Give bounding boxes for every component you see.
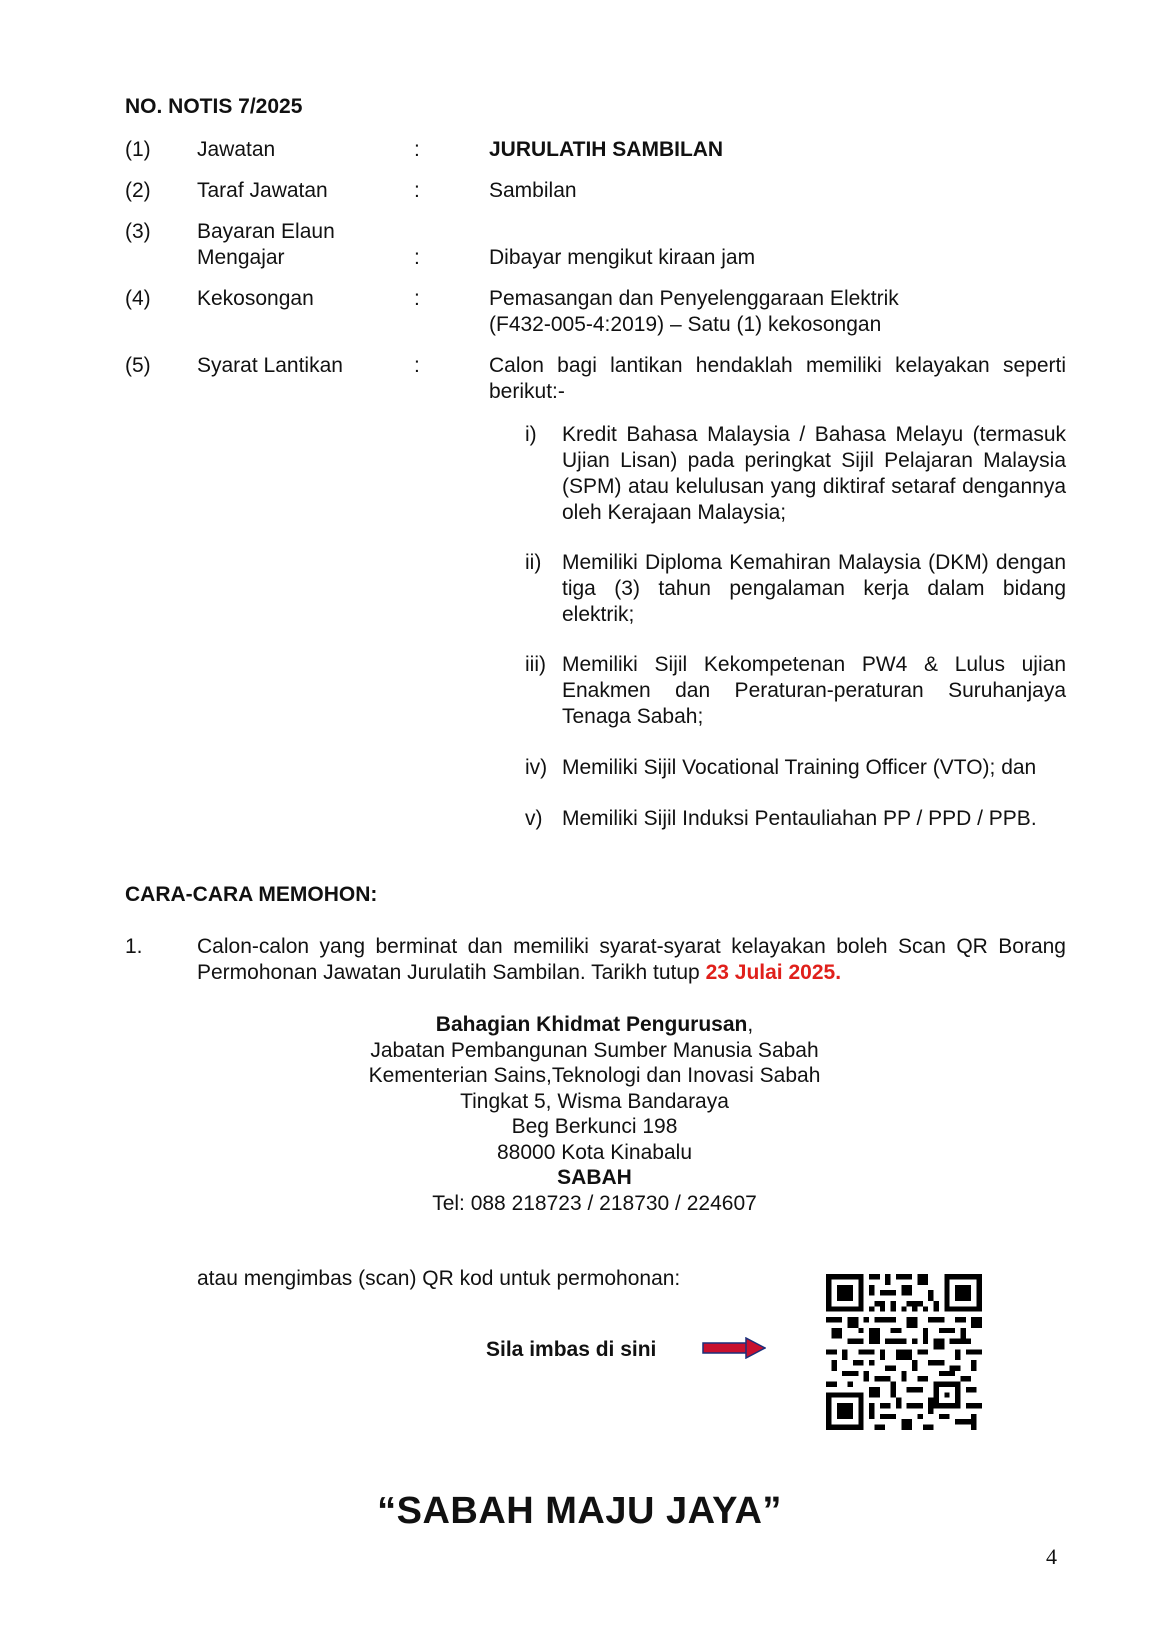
address-dept [0, 1012, 1159, 1038]
apply-text: Calon-calon yang berminat dan memiliki syarat-syarat kelayakan boleh Scan QR Borang Permohonan Jawatan Jurulatih Sambilan. Tarikh tutup [197, 935, 1066, 984]
dept-name: Bahagian Khidmat Pengurusan [435, 1013, 748, 1036]
field-label: Jawatan [197, 138, 276, 161]
address-line: Beg Berkunci 198 [511, 1115, 678, 1138]
qr-code[interactable] [826, 1274, 982, 1430]
motto: “SABAH MAJU JAYA” [377, 1490, 782, 1532]
list-marker: iv) [525, 756, 548, 779]
field-separator: : [414, 138, 420, 161]
address-line: Jabatan Pembangunan Sumber Manusia Sabah [370, 1039, 819, 1062]
list-item: Memiliki Sijil Kekompetenan PW4 & Lulus ujian Enakmen dan Peraturan-peraturan Suruhanjaya Tenaga Sabah; [562, 653, 1066, 728]
field-label: Taraf Jawatan [197, 179, 328, 202]
list-item: Kredit Bahasa Malaysia / Bahasa Melayu (termasuk Ujian Lisan) pada peringkat Sijil Pelajaran Malaysia (SPM) atau kelulusan yang diktiraf setaraf dengannya oleh Kerajaan Malaysia; [562, 423, 1066, 524]
closing-date: 23 Julai 2025. [705, 961, 842, 984]
section-heading: CARA-CARA MEMOHON: [125, 883, 378, 906]
field-number: (4) [125, 287, 151, 310]
position-title: JURULATIH SAMBILAN [489, 138, 724, 161]
notice-number: NO. NOTIS 7/2025 [125, 95, 303, 118]
list-marker: i) [525, 423, 537, 446]
field-value: Pemasangan dan Penyelenggaraan Elektrik [489, 287, 899, 310]
list-item: Memiliki Sijil Induksi Pentauliahan PP / PPD / PPB. [562, 807, 1037, 830]
field-number: (5) [125, 354, 151, 377]
dept-suffix: , [747, 1013, 754, 1036]
address-tel: Tel: 088 218723 / 218730 / 224607 [432, 1192, 757, 1215]
field-number: (1) [125, 138, 151, 161]
field-label: Kekosongan [197, 287, 314, 310]
page-number: 4 [1046, 1544, 1057, 1569]
field-separator: : [414, 287, 420, 310]
scan-label: Sila imbas di sini [486, 1338, 657, 1361]
list-item: Memiliki Diploma Kemahiran Malaysia (DKM) dengan tiga (3) tahun pengalaman kerja dalam bidang elektrik; [562, 551, 1066, 626]
field-separator: : [414, 246, 420, 269]
field-value: Sambilan [489, 179, 577, 202]
field-number: (2) [125, 179, 151, 202]
field-value: Calon bagi lantikan hendaklah memiliki kelayakan seperti berikut:- [489, 354, 1066, 403]
field-separator: : [414, 179, 420, 202]
field-separator: : [414, 354, 420, 377]
list-marker: v) [525, 807, 543, 830]
address-line: 88000 Kota Kinabalu [497, 1141, 692, 1164]
list-item: Memiliki Sijil Vocational Training Officer (VTO); dan [562, 756, 1037, 779]
item-number: 1. [125, 935, 143, 958]
address-state: SABAH [557, 1166, 632, 1189]
field-label: Bayaran Elaun [197, 220, 335, 243]
field-number: (3) [125, 220, 151, 243]
field-value: (F432-005-4:2019) – Satu (1) kekosongan [489, 313, 882, 336]
field-label: Syarat Lantikan [197, 354, 343, 377]
address-line: Kementerian Sains,Teknologi dan Inovasi Sabah [368, 1064, 821, 1087]
arrow-right-icon [702, 1337, 766, 1359]
address-line: Tingkat 5, Wisma Bandaraya [460, 1090, 729, 1113]
apply-instruction [197, 934, 1066, 986]
list-marker: iii) [525, 653, 546, 676]
field-label: Mengajar [197, 246, 285, 269]
field-value: Dibayar mengikut kiraan jam [489, 246, 756, 269]
list-marker: ii) [525, 551, 542, 574]
qr-prompt: atau mengimbas (scan) QR kod untuk permohonan: [197, 1267, 681, 1290]
